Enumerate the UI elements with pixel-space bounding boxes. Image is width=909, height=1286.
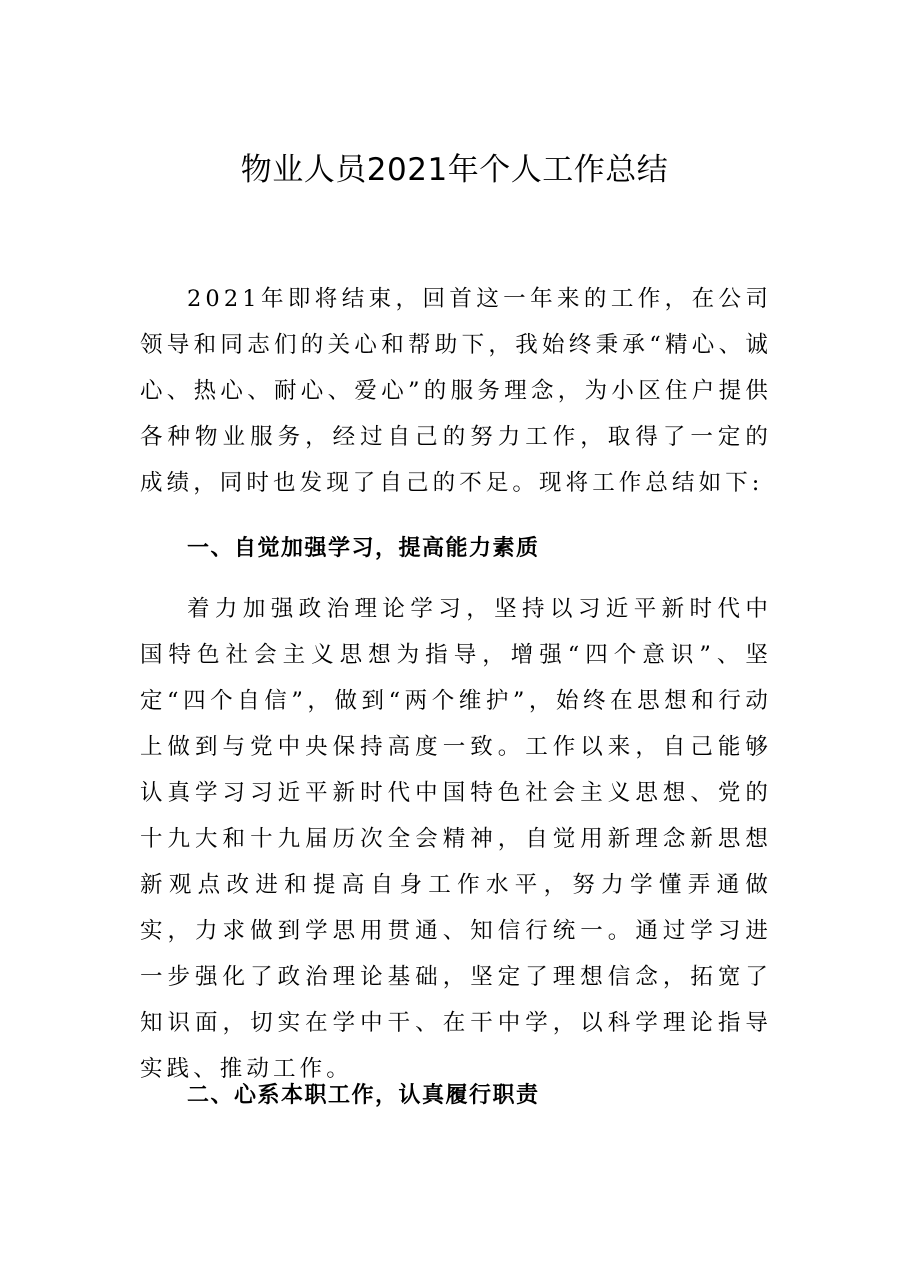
section-heading-1: 一、自觉加强学习，提高能力素质 (187, 536, 540, 561)
section-heading-2: 二、心系本职工作，认真履行职责 (187, 1083, 540, 1108)
document-title: 物业人员2021年个人工作总结 (240, 152, 669, 188)
intro-paragraph: 2021年即将结束，回首这一年来的工作，在公司领导和同志们的关心和帮助下，我始终秉承“精心、诚心、热心、耐心、爱心”的服务理念，为小区住户提供各种物业服务，经过自己的努力工作，取得了一定的成绩，同时也发现了自己的不足。现将工作总结如下: (140, 286, 772, 496)
section-1-paragraph: 着力加强政治理论学习，坚持以习近平新时代中国特色社会主义思想为指导，增强“四个意识”、坚定“四个自信”，做到“两个维护”，始终在思想和行动上做到与党中央保持高度一致。工作以来，自己能够认真学习习近平新时代中国特色社会主义思想、党的十九大和十九届历次全会精神，自觉用新理念新思想新观点改进和提高自身工作水平，努力学懂弄通做实，力求做到学思用贯通、知信行统一。通过学习进一步强化了政治理论基础，坚定了理想信念，拓宽了知识面，切实在学中干、在干中学，以科学理论指导实践、推动工作。 (140, 596, 772, 1082)
